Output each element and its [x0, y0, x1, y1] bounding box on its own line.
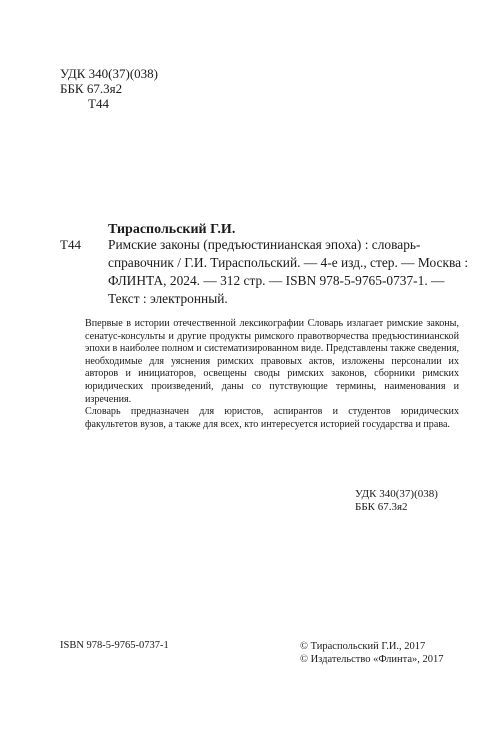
author-name: Тираспольский Г.И. — [108, 222, 236, 237]
copyright-author: © Тираспольский Г.И., 2017 — [300, 641, 426, 652]
bbk-code: ББК 67.3я2 — [355, 501, 408, 513]
description-line: справочник / Г.И. Тираспольский. — 4-е изд., стер. — Москва : — [108, 255, 469, 270]
abstract-paragraph: Впервые в истории отечественной лексикографии Словарь излагает римские законы, сенатус-консульты и другие продукты римского правотворчества предъюстинианской эпохи в наиболее полном и систематизированном виде. Представлены также сведения, необходимые для уяснения римских правовых актов, изложены персоналии их авторов и инициаторов, освещены своды римских законов, сборники римских юридических произведений, даны со путствующие термины, наименования и изречения. — [85, 318, 459, 405]
udk-code: УДК 340(37)(038) — [355, 488, 438, 500]
author-mark-side: Т44 — [60, 237, 81, 252]
copyright-publisher: © Издательство «Флинта», 2017 — [300, 654, 444, 665]
author-mark: Т44 — [88, 96, 109, 111]
copyright-block — [300, 640, 444, 666]
classification-codes-bottom — [355, 488, 438, 514]
abstract-paragraph: Словарь предназначен для юристов, аспирантов и студентов юридических факультетов вузов, а также для всех, кто интересуется историей государства и права. — [85, 406, 459, 430]
abstract — [85, 318, 459, 431]
isbn: ISBN 978-5-9765-0737-1 — [60, 640, 169, 651]
classification-codes-top — [60, 66, 158, 111]
bbk-code: ББК 67.3я2 — [60, 81, 123, 96]
description-line: ФЛИНТА, 2024. — 312 стр. — ISBN 978-5-9765-0737-1. — — [108, 273, 445, 288]
description-line: Текст : электронный. — [108, 291, 228, 306]
udk-code: УДК 340(37)(038) — [60, 66, 158, 81]
bibliographic-description — [108, 236, 468, 308]
description-line: Римские законы (предъюстинианская эпоха) : словарь- — [108, 237, 421, 252]
